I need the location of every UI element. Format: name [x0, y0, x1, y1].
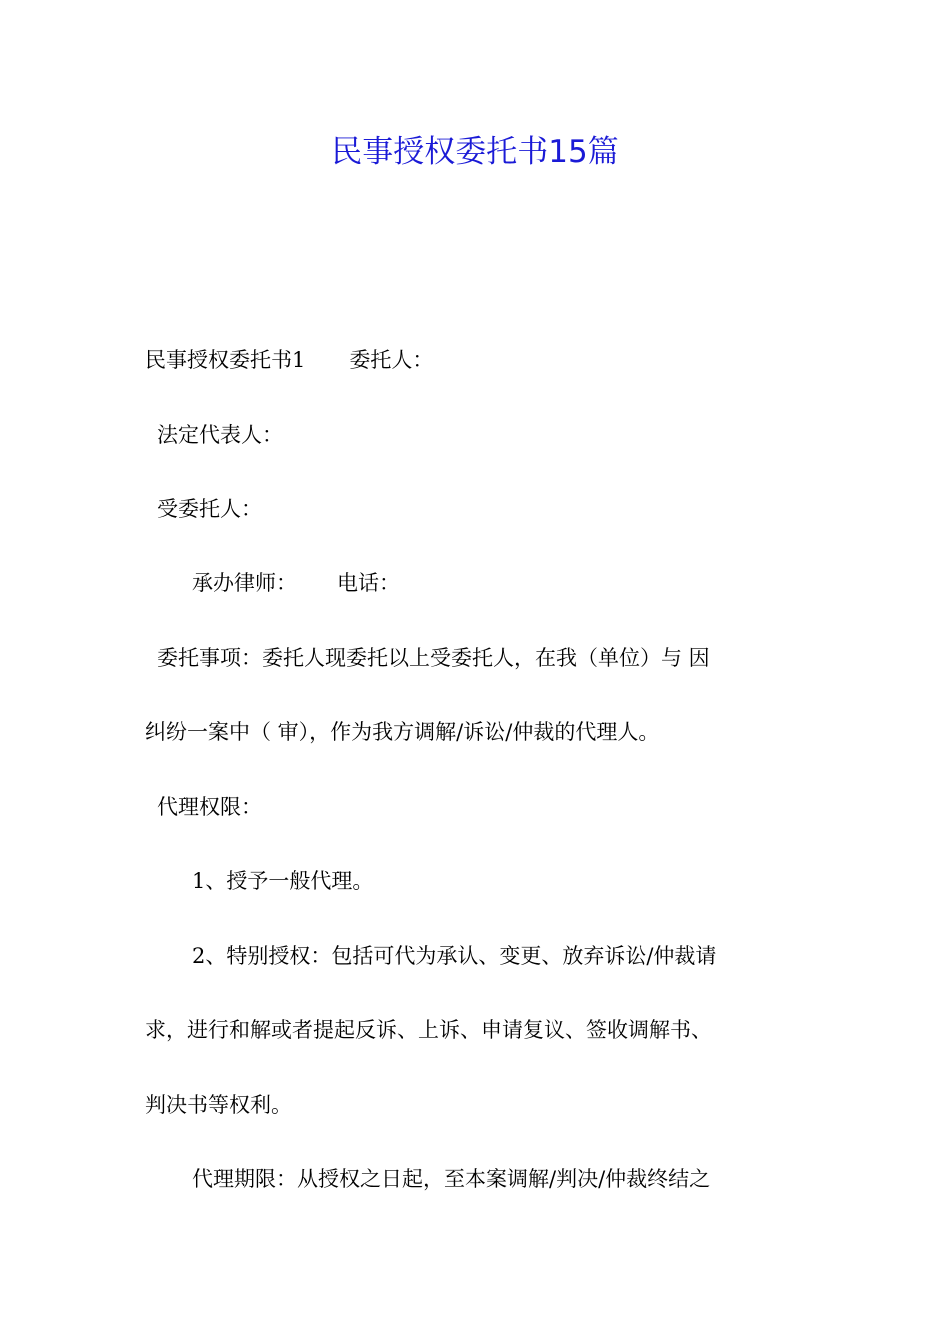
field-label-client: 委托人： — [349, 348, 434, 372]
field-label-legal-representative: 法定代表人： — [157, 423, 283, 447]
list-item: 2、特别授权：包括可代为承认、变更、放弃诉讼/仲裁请 — [192, 944, 717, 968]
field-label-phone: 电话： — [337, 571, 400, 595]
section-label-authority: 代理权限： — [157, 795, 262, 819]
paragraph-line: 判决书等权利。 — [145, 1093, 292, 1117]
document-title: 民事授权委托书15篇 — [331, 134, 619, 170]
section-heading: 民事授权委托书1 — [145, 348, 306, 372]
list-item: 1、授予一般代理。 — [192, 869, 374, 893]
paragraph-line: 代理期限：从授权之日起，至本案调解/判决/仲裁终结之 — [192, 1167, 711, 1191]
field-label-agent: 受委托人： — [157, 497, 262, 521]
paragraph-line — [145, 345, 433, 375]
paragraph-line — [192, 568, 400, 598]
paragraph-line: 求，进行和解或者提起反诉、上诉、申请复议、签收调解书、 — [145, 1018, 712, 1042]
paragraph-line: 委托事项：委托人现委托以上受委托人，在我（单位）与 因 — [157, 646, 710, 670]
paragraph-line: 纠纷一案中（ 审），作为我方调解/诉讼/仲裁的代理人。 — [145, 720, 660, 744]
field-label-lawyer: 承办律师： — [192, 571, 297, 595]
